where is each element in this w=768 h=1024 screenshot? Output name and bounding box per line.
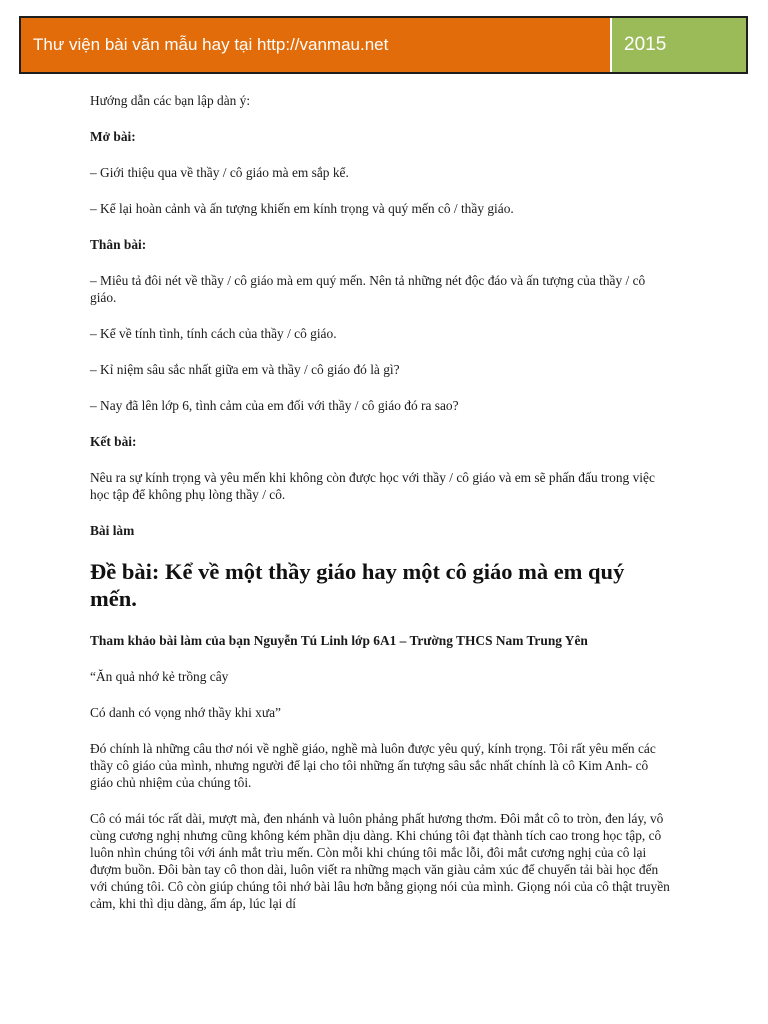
than-bai-item: – Miêu tả đôi nét về thầy / cô giáo mà em quý mến. Nên tả những nét độc đáo và ấn tượng của thầy / cô giáo. (90, 273, 646, 305)
bai-lam-heading: Bài làm (90, 523, 135, 538)
document-body (90, 92, 670, 931)
header-title-block (21, 18, 612, 72)
mo-bai-item: – Kể lại hoàn cảnh và ấn tượng khiến em kính trọng và quý mến cô / thầy giáo. (90, 201, 514, 216)
essay-paragraph: Đó chính là những câu thơ nói về nghề giáo, nghề mà luôn được yêu quý, kính trọng. Tôi rất yêu mến các thầy cô giáo của mình, nhưng người để lại cho tôi những ấn tượng sâu sắc nhất chính là cô Kim Anh- cô giáo chủ nhiệm của chúng tôi. (90, 741, 656, 790)
than-bai-heading: Thân bài: (90, 237, 147, 252)
essay-title: Đề bài: Kể về một thầy giáo hay một cô giáo mà em quý mến. (90, 559, 625, 611)
than-bai-item: – Kỉ niệm sâu sắc nhất giữa em và thầy / cô giáo đó là gì? (90, 362, 400, 377)
ket-bai-text: Nêu ra sự kính trọng và yêu mến khi không còn được học với thầy / cô giáo và em sẽ phấn đấu trong việc học tập để không phụ lòng thầy / cô. (90, 470, 655, 502)
intro-text: Hướng dẫn các bạn lập dàn ý: (90, 93, 251, 108)
ket-bai-heading: Kết bài: (90, 434, 137, 449)
header-title: Thư viện bài văn mẫu hay tại http://vanmau.net (33, 35, 389, 54)
than-bai-item: – Kể về tính tình, tính cách của thầy / cô giáo. (90, 326, 337, 341)
header-year-block (612, 18, 746, 72)
mo-bai-item: – Giới thiệu qua về thầy / cô giáo mà em sắp kể. (90, 165, 349, 180)
reference-line: Tham khảo bài làm của bạn Nguyễn Tú Linh lớp 6A1 – Trường THCS Nam Trung Yên (90, 633, 588, 648)
header-year: 2015 (624, 34, 667, 55)
page-header (19, 16, 748, 74)
poem-line: “Ăn quả nhớ kẻ trồng cây (90, 669, 229, 684)
essay-paragraph: Cô có mái tóc rất dài, mượt mà, đen nhánh và luôn phảng phất hương thơm. Đôi mắt cô to tròn, đen láy, vô cùng cương nghị nhưng cũng không kém phần dịu dàng. Khi chúng tôi đạt thành tích cao trong học tập, cô luôn nhìn chúng tôi với ánh mắt trìu mến. Còn mỗi khi chúng tôi mắc lỗi, đôi mắt cương nghị của cô lại đượm buồn. Đôi bàn tay cô thon dài, luôn viết ra những mạch văn giàu cảm xúc để chuyển tải bài học đến với chúng tôi. Cô còn giúp chúng tôi nhớ bài lâu hơn bằng giọng nói của mình. Giọng nói của cô thật truyền cảm, khi thì dịu dàng, ấm áp, lúc lại dí (90, 811, 670, 911)
poem-line: Có danh có vọng nhớ thầy khi xưa” (90, 705, 281, 720)
than-bai-item: – Nay đã lên lớp 6, tình cảm của em đối với thầy / cô giáo đó ra sao? (90, 398, 459, 413)
mo-bai-heading: Mở bài: (90, 129, 136, 144)
